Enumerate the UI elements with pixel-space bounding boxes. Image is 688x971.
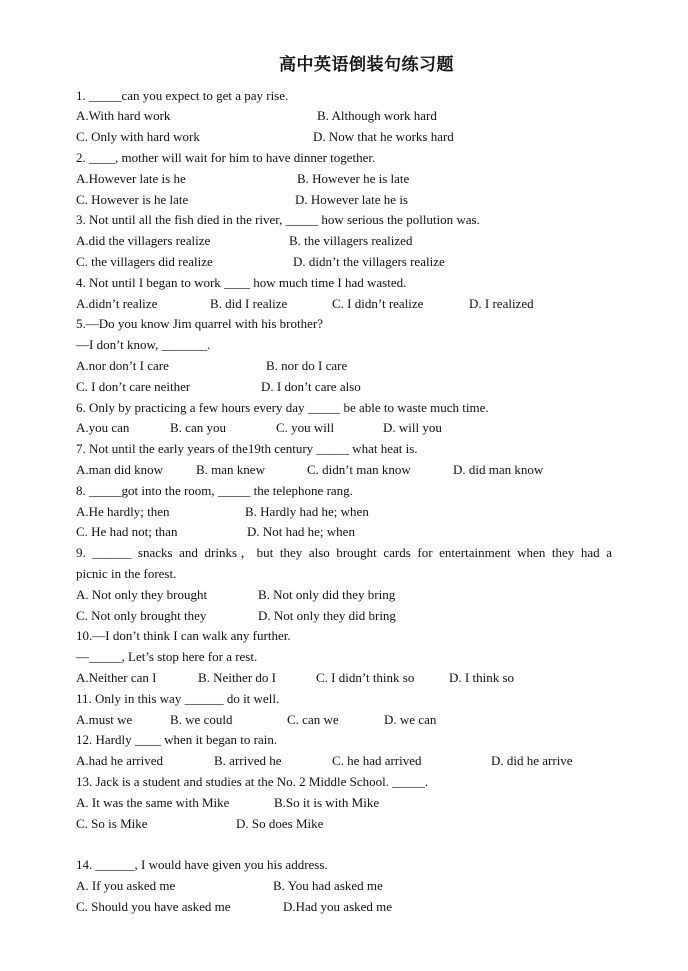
q7-option-c: C. didn’t man know xyxy=(307,462,411,477)
q13-option-c: C. So is Mike xyxy=(76,816,148,831)
q8-option-a: A.He hardly; then xyxy=(76,504,170,519)
q14-stem: 14. ______, I would have given you his address. xyxy=(76,857,328,872)
q9-stem: 9. ______ snacks and drinks，but they also brought cards for entertainment when they had a xyxy=(76,545,612,560)
q8-option-b: B. Hardly had he; when xyxy=(245,504,369,519)
q6-option-a: A.you can xyxy=(76,420,130,435)
q11-option-c: C. can we xyxy=(287,712,339,727)
q9-option-c: C. Not only brought they xyxy=(76,608,207,623)
q6-option-c: C. you will xyxy=(276,420,335,435)
q7-option-b: B. man knew xyxy=(196,462,265,477)
q3-option-c: C. the villagers did realize xyxy=(76,254,213,269)
q6-option-d: D. will you xyxy=(383,420,442,435)
q7-option-d: D. did man know xyxy=(453,462,544,477)
q8-option-c: C. He had not; than xyxy=(76,524,178,539)
q7-option-a: A.man did know xyxy=(76,462,164,477)
q11-option-a: A.must we xyxy=(76,712,133,727)
q6-stem: 6. Only by practicing a few hours every day _____ be able to waste much time. xyxy=(76,400,489,415)
q12-stem: 12. Hardly ____ when it began to rain. xyxy=(76,732,278,747)
q5-option-a: A.nor don’t I care xyxy=(76,358,169,373)
q12-option-c: C. he had arrived xyxy=(332,753,422,768)
q1-option-b: B. Although work hard xyxy=(317,108,437,123)
q11-option-d: D. we can xyxy=(384,712,437,727)
q8-option-d: D. Not had he; when xyxy=(247,524,355,539)
q11-stem: 11. Only in this way ______ do it well. xyxy=(76,691,280,706)
q7-stem: 7. Not until the early years of the19th century _____ what heat is. xyxy=(76,441,418,456)
q3-option-b: B. the villagers realized xyxy=(289,233,413,248)
q4-option-b: B. did I realize xyxy=(210,296,288,311)
q13-option-d: D. So does Mike xyxy=(236,816,324,831)
q5-option-b: B. nor do I care xyxy=(266,358,348,373)
q2-option-b: B. However he is late xyxy=(297,171,410,186)
q4-option-d: D. I realized xyxy=(469,296,534,311)
q6-option-b: B. can you xyxy=(170,420,226,435)
q5-option-c: C. I don’t care neither xyxy=(76,379,191,394)
q5-option-d: D. I don’t care also xyxy=(261,379,361,394)
q2-option-c: C. However is he late xyxy=(76,192,189,207)
q13-option-b: B.So it is with Mike xyxy=(274,795,380,810)
q1-stem: 1. _____can you expect to get a pay rise. xyxy=(76,88,289,103)
q14-option-b: B. You had asked me xyxy=(273,878,383,893)
q5-stem: 5.—Do you know Jim quarrel with his brother? xyxy=(76,316,323,331)
q14-option-d: D.Had you asked me xyxy=(283,899,393,914)
q10-reply: —_____, Let’s stop here for a rest. xyxy=(76,649,258,664)
q13-stem: 13. Jack is a student and studies at the No. 2 Middle School. _____. xyxy=(76,774,429,789)
q10-option-a: A.Neither can I xyxy=(76,670,157,685)
q3-option-a: A.did the villagers realize xyxy=(76,233,211,248)
q4-option-c: C. I didn’t realize xyxy=(332,296,424,311)
q1-option-d: D. Now that he works hard xyxy=(313,129,454,144)
q9-stem-continued: picnic in the forest. xyxy=(76,566,177,581)
q13-option-a: A. It was the same with Mike xyxy=(76,795,230,810)
q14-option-c: C. Should you have asked me xyxy=(76,899,231,914)
q14-option-a: A. If you asked me xyxy=(76,878,176,893)
q1-option-a: A.With hard work xyxy=(76,108,171,123)
q4-option-a: A.didn’t realize xyxy=(76,296,158,311)
q2-stem: 2. ____, mother will wait for him to have dinner together. xyxy=(76,150,376,165)
q10-option-d: D. I think so xyxy=(449,670,514,685)
page-title: 高中英语倒装句练习题 xyxy=(279,55,454,74)
q10-option-b: B. Neither do I xyxy=(198,670,276,685)
q2-option-a: A.However late is he xyxy=(76,171,186,186)
q8-stem: 8. _____got into the room, _____ the telephone rang. xyxy=(76,483,353,498)
q12-option-b: B. arrived he xyxy=(214,753,282,768)
q3-stem: 3. Not until all the fish died in the river, _____ how serious the pollution was. xyxy=(76,212,480,227)
q9-option-b: B. Not only did they bring xyxy=(258,587,396,602)
q4-stem: 4. Not until I began to work ____ how much time I had wasted. xyxy=(76,275,407,290)
q9-option-a: A. Not only they brought xyxy=(76,587,208,602)
q11-option-b: B. we could xyxy=(170,712,233,727)
q9-option-d: D. Not only they did bring xyxy=(258,608,396,623)
q5-reply: —I don’t know, _______. xyxy=(76,337,211,352)
q1-option-c: C. Only with hard work xyxy=(76,129,200,144)
q2-option-d: D. However late he is xyxy=(295,192,408,207)
q10-option-c: C. I didn’t think so xyxy=(316,670,415,685)
q10-stem: 10.—I don’t think I can walk any further. xyxy=(76,628,291,643)
q3-option-d: D. didn’t the villagers realize xyxy=(293,254,445,269)
q12-option-d: D. did he arrive xyxy=(491,753,573,768)
q12-option-a: A.had he arrived xyxy=(76,753,163,768)
